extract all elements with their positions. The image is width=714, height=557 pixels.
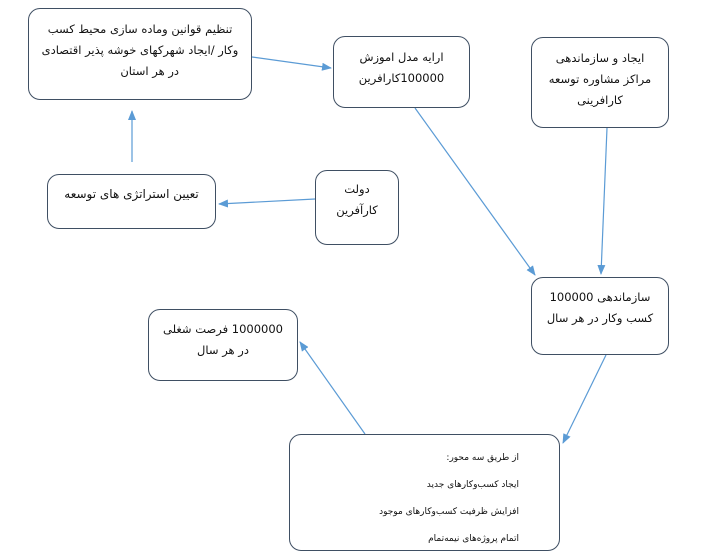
node-regulations-line-3: در هر استان xyxy=(120,64,179,78)
node-three-axes-item-3: اتمام پروژه‌های نیمه‌تمام xyxy=(428,534,519,544)
arrow-government-to-strategies xyxy=(219,199,315,204)
node-three-axes-item-2: افزایش ظرفیت کسب‌وکارهای موجود xyxy=(379,507,519,517)
node-three-axes-heading: از طریق سه محور: xyxy=(446,453,519,463)
node-government-line-1: دولت xyxy=(344,182,370,196)
arrow-axes-to-jobs xyxy=(300,342,365,434)
node-strategies xyxy=(47,174,216,229)
arrow-organize-to-axes xyxy=(563,355,606,443)
node-regulations xyxy=(28,8,252,100)
node-advisory-centers-line-1: ایجاد و سازماندهی xyxy=(555,51,645,65)
node-advisory-centers-line-3: کارافرینی xyxy=(577,93,623,107)
node-government xyxy=(315,170,399,245)
node-organize-business-line-2: کسب وکار در هر سال xyxy=(546,311,654,325)
arrow-training-to-organize xyxy=(415,108,535,275)
node-three-axes-item-1: ایجاد کسب‌وکارهای جدید xyxy=(426,480,519,490)
node-government-line-2: کارآفرین xyxy=(336,203,378,217)
node-three-axes xyxy=(289,434,560,551)
node-training-model xyxy=(333,36,470,108)
node-training-model-line-1: ارایه مدل اموزش xyxy=(359,50,444,64)
arrow-advisory-to-organize xyxy=(601,128,607,274)
node-organize-business-line-1: سازماندهی 100000 xyxy=(549,290,651,304)
node-jobs-line-2: در هر سال xyxy=(197,343,249,357)
node-regulations-line-1: تنظیم قوانین وماده سازی محیط کسب xyxy=(47,22,233,36)
node-advisory-centers-line-2: مراکز مشاوره توسعه xyxy=(548,72,652,86)
node-training-model-line-2: 100000کارافرین xyxy=(358,71,445,85)
node-jobs xyxy=(148,309,298,381)
arrow-regulations-to-training xyxy=(252,57,331,68)
node-organize-business xyxy=(531,277,669,355)
node-advisory-centers xyxy=(531,37,669,128)
node-jobs-line-1: 1000000 فرصت شغلی xyxy=(162,322,283,336)
node-regulations-line-2: وکار /ایجاد شهرکهای خوشه پذیر اقتصادی xyxy=(41,43,239,57)
node-strategies-line-1: تعیین استراتژی های توسعه xyxy=(64,187,199,201)
